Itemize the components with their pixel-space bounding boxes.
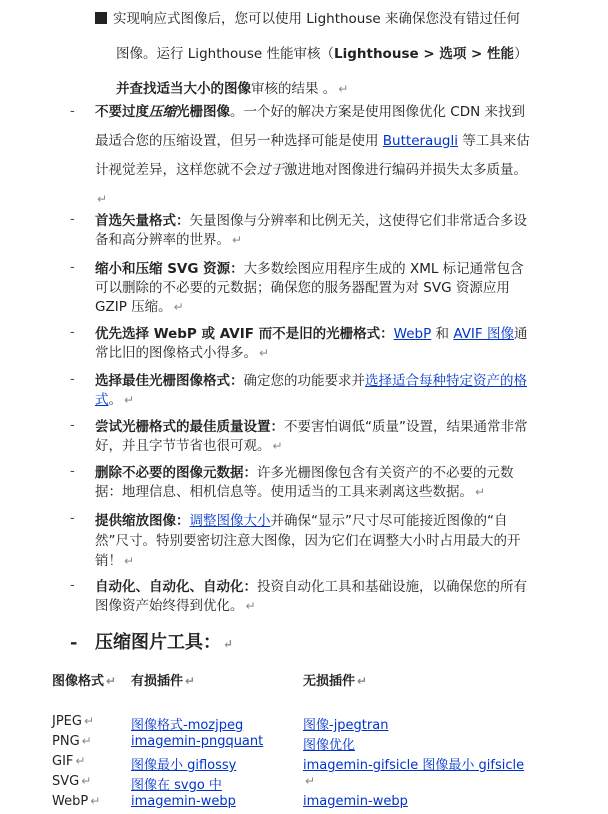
paragraph-mark: ↵	[272, 439, 283, 453]
lossy-plugin-link[interactable]: 图像在 svgo 中	[131, 778, 222, 793]
dash-bullet: -	[70, 418, 75, 433]
list-item-text: 尝试光栅格式的最佳质量设置：不要害怕调低“质量”设置，结果通常非常好，并且字节节省也很可观。 ↵	[95, 419, 528, 454]
intro-line-1: 实现响应式图像后，您可以使用 Lighthouse 来确保您没有错过任何	[95, 6, 600, 41]
intro-line-3: 并查找适当大小的图像审核的结果 。 ↵	[116, 81, 349, 97]
list-item-text: 优先选择 WebP 或 AVIF 而不是旧的光栅格式：WebP 和 AVIF 图像通常比旧的图像格式小得多。 ↵	[95, 326, 528, 361]
compression-tools-table	[52, 670, 563, 814]
intro-paragraph	[95, 6, 600, 111]
dash-bullet: -	[70, 325, 75, 340]
lossy-plugin-link[interactable]: imagemin-webp	[131, 794, 236, 809]
dash-bullet: -	[70, 212, 75, 227]
paragraph-mark: ↵	[124, 554, 135, 568]
col-header-lossy: 有损插件 ↵	[131, 674, 196, 689]
lossless-plugin-link[interactable]: imagemin-gifsicle 图像最小 gifsicle	[303, 758, 525, 773]
table-row: SVG ↵ 图像在 svgo 中 ↵	[52, 774, 316, 793]
list-item-text: 自动化、自动化、自动化：投资自动化工具和基础设施，以确保您的所有图像资产始终得到优化。 ↵	[95, 579, 527, 614]
lossy-plugin-link[interactable]: 图像格式-mozjpeg	[131, 718, 244, 733]
paragraph-mark: ↵	[232, 233, 243, 247]
col-header-format: 图像格式 ↵	[52, 674, 117, 689]
paragraph-mark: ↵	[259, 346, 270, 360]
table-row: GIF ↵ 图像最小 giflossy imagemin-gifsicle 图像最小 gifsicle	[52, 754, 525, 773]
resize-image-link[interactable]: 调整图像大小	[189, 513, 271, 529]
paragraph-mark: ↵	[338, 82, 349, 96]
dash-bullet: -	[70, 464, 75, 479]
intro-line-2: 图像。运行 Lighthouse 性能审核（Lighthouse > 选项 > 性能）	[116, 46, 528, 62]
butteraugli-link[interactable]: Butteraugli	[382, 133, 458, 149]
dash-bullet: -	[70, 578, 75, 593]
dash-bullet: -	[70, 104, 75, 119]
paragraph-mark: ↵	[245, 599, 256, 613]
lossy-plugin-link[interactable]: imagemin-pngquant	[131, 734, 264, 749]
table-row: WebP ↵ imagemin-webp imagemin-webp	[52, 794, 408, 809]
paragraph-mark: ↵	[223, 637, 234, 651]
dash-bullet: -	[70, 260, 75, 275]
square-bullet-icon	[95, 12, 107, 24]
lossy-plugin-link[interactable]: 图像最小 giflossy	[131, 758, 237, 773]
table-row: PNG ↵ imagemin-pngquant 图像优化	[52, 734, 356, 753]
paragraph-mark: ↵	[124, 393, 135, 407]
paragraph-mark: ↵	[173, 300, 184, 314]
webp-link[interactable]: WebP	[393, 326, 432, 342]
list-item-text: 不要过度压缩光栅图像。一个好的解决方案是使用图像优化 CDN 来找到最适合您的压缩设置，但另一种选择可能是使用 Butteraugli 等工具来估计视觉差异，这样您就不会过于激进地对图像进行编码并损失太多质量。↵	[95, 104, 530, 206]
col-header-lossless: 无损插件 ↵	[303, 674, 368, 689]
dash-bullet: -	[70, 511, 75, 526]
heading-dash: -	[70, 632, 78, 653]
lossless-plugin-link[interactable]: imagemin-webp	[303, 794, 408, 809]
list-item-text: 首选矢量格式：矢量图像与分辨率和比例无关，这使得它们非常适合多设备和高分辨率的世界。 ↵	[95, 213, 527, 248]
list-item-text: 提供缩放图像：调整图像大小并确保“显示”尺寸尽可能接近图像的“自然”尺寸。特别要密切注意大图像，因为它们在调整大小时占用最大的开销！ ↵	[95, 513, 521, 569]
section-heading: - 压缩图片工具： ↵	[70, 632, 234, 653]
paragraph-mark: ↵	[475, 485, 486, 499]
lossless-plugin-link[interactable]: 图像-jpegtran	[303, 718, 389, 733]
list-item-text: 选择最佳光栅图像格式：确定您的功能要求并选择适合每种特定资产的格式。 ↵	[95, 373, 527, 408]
choose-format-link[interactable]: 选择适合每种特定资产的格式	[95, 373, 527, 408]
table-row: JPEG ↵ 图像格式-mozjpeg 图像-jpegtran	[52, 714, 389, 733]
list-item-text: 缩小和压缩 SVG 资源：大多数绘图应用程序生成的 XML 标记通常包含可以删除的不必要的元数据；确保您的服务器配置为对 SVG 资源应用 GZIP 压缩。 ↵	[95, 261, 524, 315]
paragraph-mark: ↵	[97, 192, 108, 206]
list-item-text: 删除不必要的图像元数据：许多光栅图像包含有关资产的不必要的元数据：地理信息、相机信息等。使用适当的工具来剥离这些数据。 ↵	[95, 465, 514, 500]
avif-link[interactable]: AVIF 图像	[453, 326, 514, 342]
lossless-plugin-link[interactable]: 图像优化	[303, 738, 356, 753]
table-header-row	[52, 670, 563, 714]
dash-bullet: -	[70, 372, 75, 387]
